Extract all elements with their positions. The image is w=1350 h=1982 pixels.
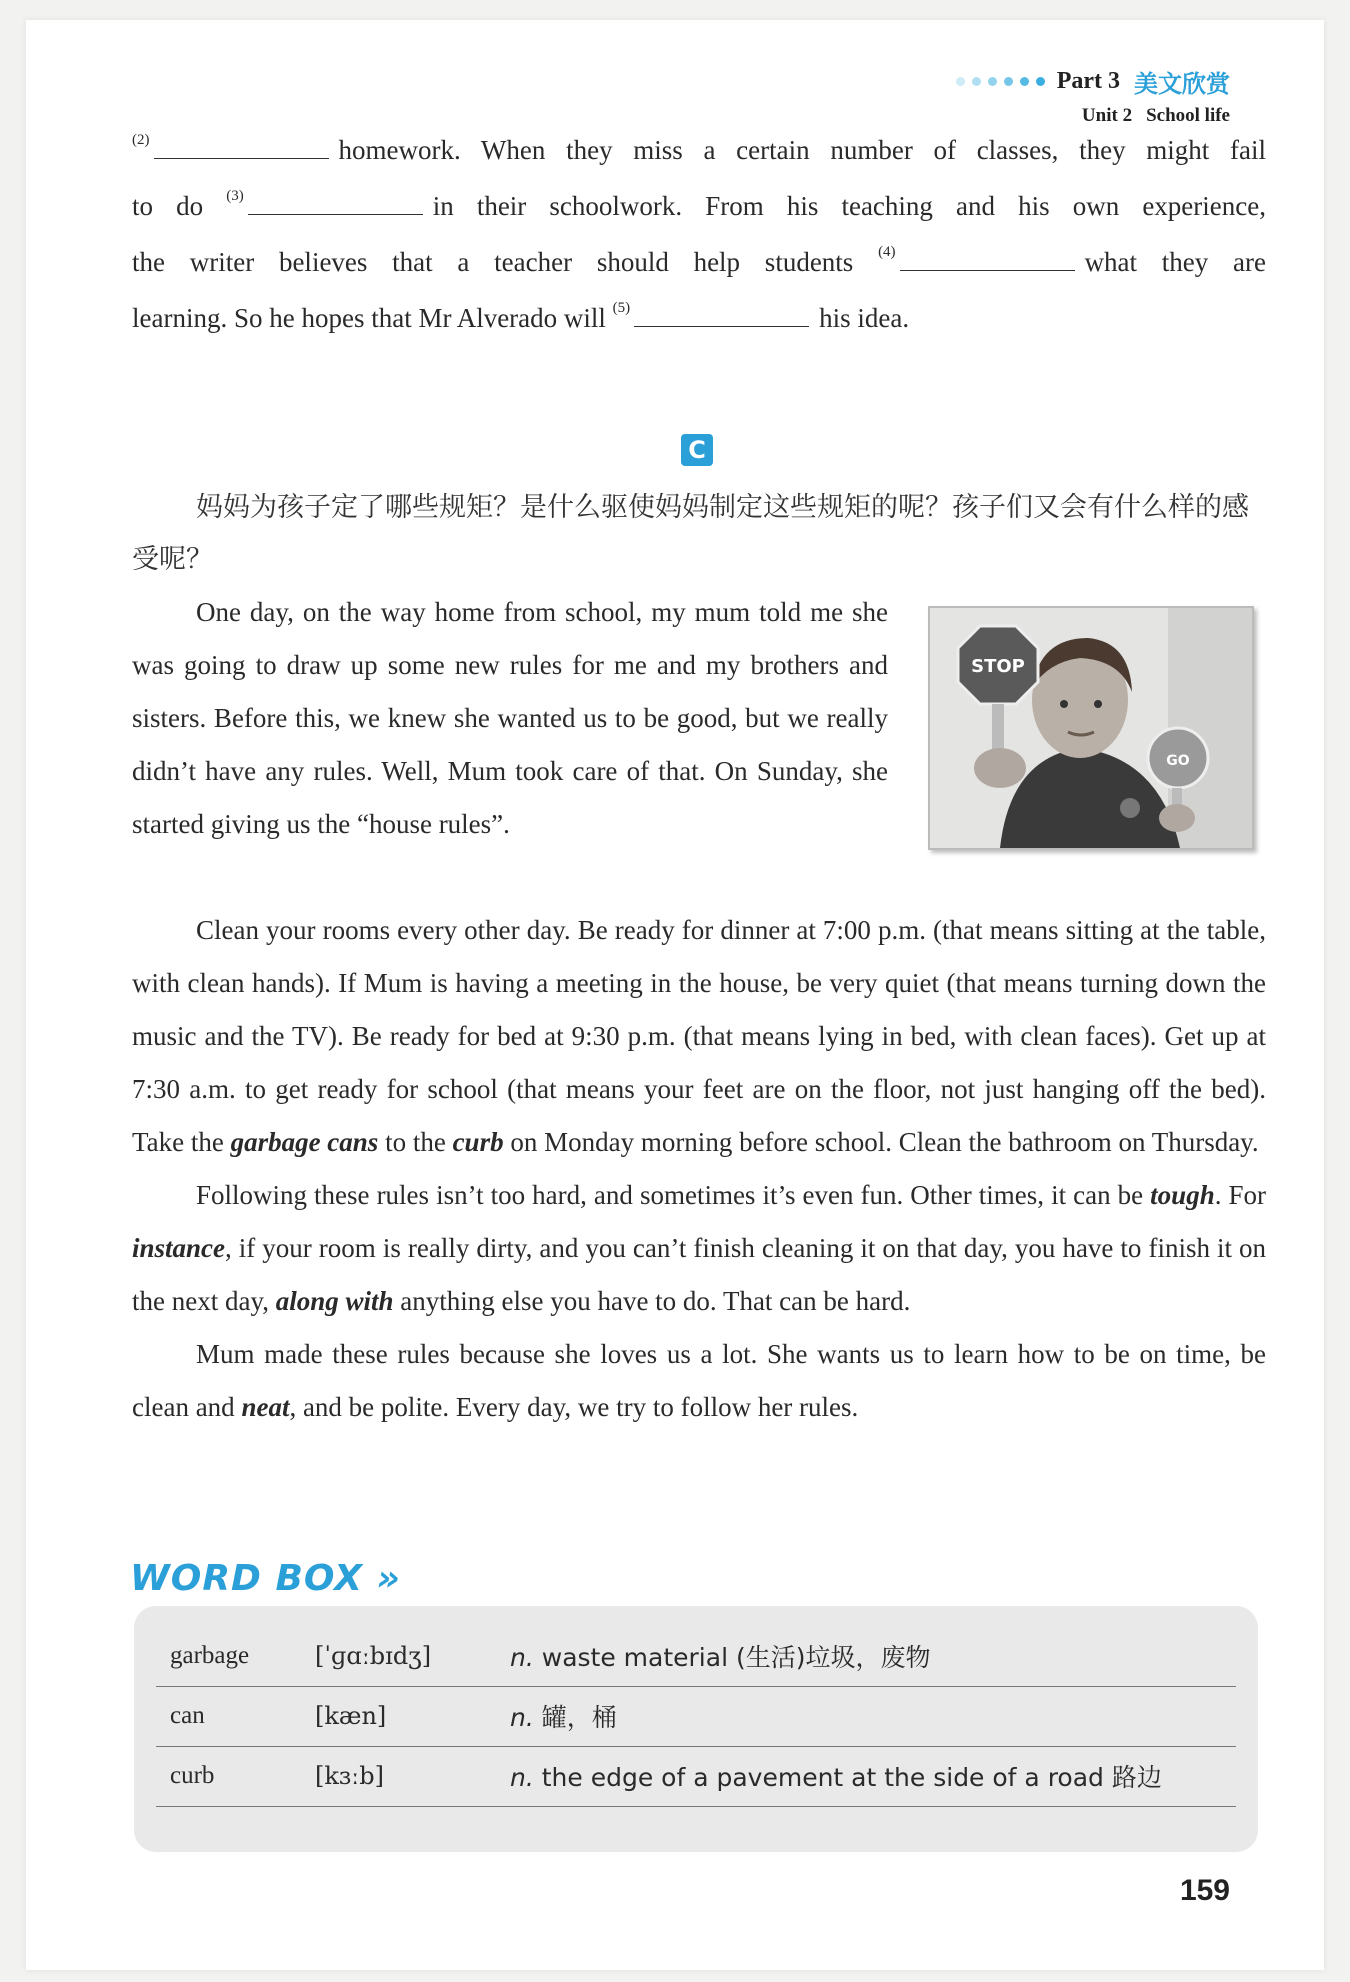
unit-label: Unit 2: [1081, 105, 1133, 126]
definition-text: waste material (生活)垃圾，废物: [541, 1643, 931, 1672]
story-paragraph-3: [132, 1169, 1266, 1328]
story-paragraph-4: [132, 1328, 1266, 1434]
cloze-text: in their schoolwork. From his teaching and his own experience,: [432, 191, 1266, 221]
key-word-neat: neat: [241, 1392, 290, 1422]
go-sign-text: GO: [1166, 753, 1190, 769]
paragraph-text: anything else you have to do. That can be hard.: [400, 1286, 911, 1316]
blank-number: (2): [132, 132, 150, 148]
page: [26, 20, 1324, 1970]
part-of-speech: n.: [510, 1763, 534, 1792]
vocab-word: garbage: [170, 1642, 250, 1669]
paragraph-text: Mum made these rules because she loves us a lot. She wants us to learn how to be on time, be clean and: [132, 1339, 1266, 1422]
definition-text: the edge of a pavement at the side of a road 路边: [541, 1763, 1162, 1792]
paragraph-text: , if your room is really dirty, and you can’t finish cleaning it on that day, you have to finish it on the next day,: [132, 1233, 1266, 1316]
paragraph-text: , and be polite. Every day, we try to follow her rules.: [289, 1392, 859, 1422]
story-paragraph-2: [132, 904, 1266, 1169]
vocab-pronunciation: [ˈɡɑːbɪdʒ]: [315, 1642, 432, 1670]
key-word-instance: instance: [132, 1233, 226, 1263]
answer-blank-3[interactable]: [248, 186, 423, 215]
cloze-line-2: [132, 178, 1266, 234]
vocab-definition: [510, 1638, 1236, 1674]
word-box-row: [156, 1686, 1236, 1747]
paragraph-text: to the: [385, 1127, 446, 1157]
blank-number: (4): [878, 244, 896, 260]
key-word-along-with: along with: [275, 1286, 394, 1316]
cloze-text: learning. So he hopes that Mr Alverado will: [132, 303, 606, 333]
answer-blank-5[interactable]: [634, 298, 809, 327]
vocab-pronunciation: [kɜːb]: [315, 1762, 384, 1790]
part-label: Part 3: [1056, 68, 1120, 94]
key-word-garbage-cans: garbage cans: [230, 1127, 379, 1157]
word-box-row: [156, 1746, 1236, 1807]
vocab-definition: [510, 1698, 1236, 1734]
cloze-line-4: [132, 290, 1266, 346]
vocab-word: curb: [170, 1762, 215, 1789]
cloze-text: his idea.: [819, 303, 910, 333]
answer-blank-4[interactable]: [900, 242, 1075, 271]
cloze-text: to do: [132, 191, 204, 221]
paragraph-text: Clean your rooms every other day. Be ready for dinner at 7:00 p.m. (that means sitting at the table, with clean hands). If Mum is having a meeting in the house, be very quiet (that means turning down the music and the TV). Be ready for bed at 9:30 p.m. (that means lying in bed, with clean faces). Get up at 7:30 a.m. to get ready for school (that means your feet are on the floor, not just hanging off the bed). Take the: [132, 915, 1266, 1157]
part-title-cn: 美文欣赏: [1134, 70, 1230, 98]
cloze-text: homework. When they miss a certain number of classes, they might fail: [338, 135, 1266, 165]
word-box-row: [156, 1626, 1236, 1687]
part-of-speech: n.: [510, 1703, 534, 1732]
decorative-dots-icon: [956, 77, 1045, 86]
cloze-text: what they are: [1084, 247, 1266, 277]
cloze-line-3: [132, 234, 1266, 290]
section-c-badge: C: [681, 434, 713, 466]
part-of-speech: n.: [510, 1643, 534, 1672]
story-paragraph-1: [132, 586, 888, 851]
key-word-tough: tough: [1150, 1180, 1215, 1210]
definition-text: 罐，桶: [541, 1703, 617, 1732]
paragraph-text: Following these rules isn’t too hard, and sometimes it’s even fun. Other times, it can be: [196, 1180, 1144, 1210]
vocab-definition: [510, 1758, 1236, 1794]
boy-with-stop-sign-photo: [928, 606, 1254, 850]
paragraph-text: One day, on the way home from school, my mum told me she was going to draw up some new rules for me and my brothers and sisters. Before this, we knew she wanted us to be good, but we really didn’t have any rules. Well, Mum took care of that. On Sunday, she started giving us the “house rules”.: [132, 597, 888, 839]
word-box: [134, 1606, 1258, 1852]
story-body: [132, 904, 1266, 1434]
page-number: 159: [1179, 1874, 1230, 1907]
cloze-text: the writer believes that a teacher should help students: [132, 247, 854, 277]
vocab-word: can: [170, 1702, 205, 1729]
section-intro-cn: 妈妈为孩子定了哪些规矩？是什么驱使妈妈制定这些规矩的呢？孩子们又会有什么样的感受呢？: [132, 492, 1249, 575]
cloze-line-1: [132, 122, 1266, 178]
word-box-title: WORD BOX »: [130, 1558, 401, 1599]
blank-number: (5): [612, 300, 631, 316]
stop-sign-text: STOP: [971, 656, 1025, 677]
paragraph-text: on Monday morning before school. Clean the bathroom on Thursday.: [510, 1127, 1259, 1157]
key-word-curb: curb: [452, 1127, 504, 1157]
vocab-pronunciation: [kæn]: [315, 1702, 387, 1730]
unit-title: School life: [1146, 105, 1230, 126]
answer-blank-2[interactable]: [154, 130, 329, 159]
paragraph-text: . For: [1214, 1180, 1267, 1210]
running-header: [956, 64, 1230, 127]
blank-number: (3): [226, 188, 244, 204]
